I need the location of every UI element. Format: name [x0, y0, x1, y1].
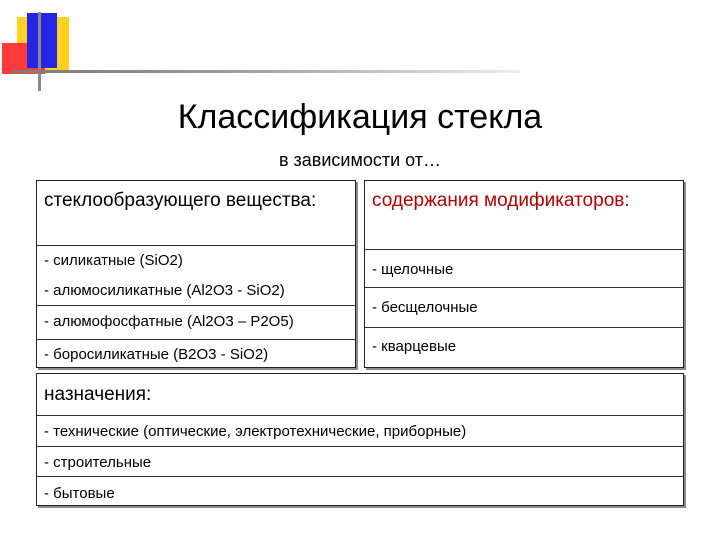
- list-item-text: - бесщелочные: [372, 299, 478, 316]
- glass-former-box: [36, 180, 356, 368]
- list-item: [37, 339, 355, 368]
- list-item-text: - алюмофосфатные (Al2O3 – P2O5): [44, 313, 294, 330]
- list-item-text: - бытовые: [44, 485, 115, 502]
- list-item-text: - боросиликатные (B2O3 - SiO2): [44, 346, 269, 363]
- list-item: [37, 476, 683, 506]
- list-item: [37, 446, 683, 476]
- list-item-text: - кварцевые: [372, 338, 457, 355]
- list-item: [37, 305, 355, 339]
- purpose-box: [36, 373, 684, 506]
- list-item: [365, 287, 683, 327]
- list-item-text: - строительные: [44, 454, 152, 471]
- decor-vertical-line: [38, 12, 41, 91]
- decor-blue-square: [27, 13, 57, 68]
- list-item: [365, 327, 683, 368]
- modifiers-box: [364, 180, 684, 368]
- list-item-text: - щелочные: [372, 261, 454, 278]
- list-item-text: - технические (оптические, электротехнические, приборные): [44, 423, 467, 440]
- list-item-text: - алюмосиликатные (Al2O3 - SiO2): [44, 282, 285, 299]
- modifiers-header: содержания модификаторов:: [372, 190, 630, 211]
- list-item: [37, 415, 683, 446]
- list-item: [37, 245, 355, 279]
- list-item-text: - силикатные (SiO2): [44, 252, 183, 269]
- list-item: [365, 249, 683, 287]
- decor-horizontal-rule: [12, 70, 520, 73]
- slide-title: Классификация стекла: [177, 98, 543, 136]
- slide-subtitle: в зависимости от…: [278, 150, 442, 170]
- glass-former-header: стеклообразующего вещества:: [44, 190, 317, 211]
- purpose-header: назначения:: [44, 384, 152, 405]
